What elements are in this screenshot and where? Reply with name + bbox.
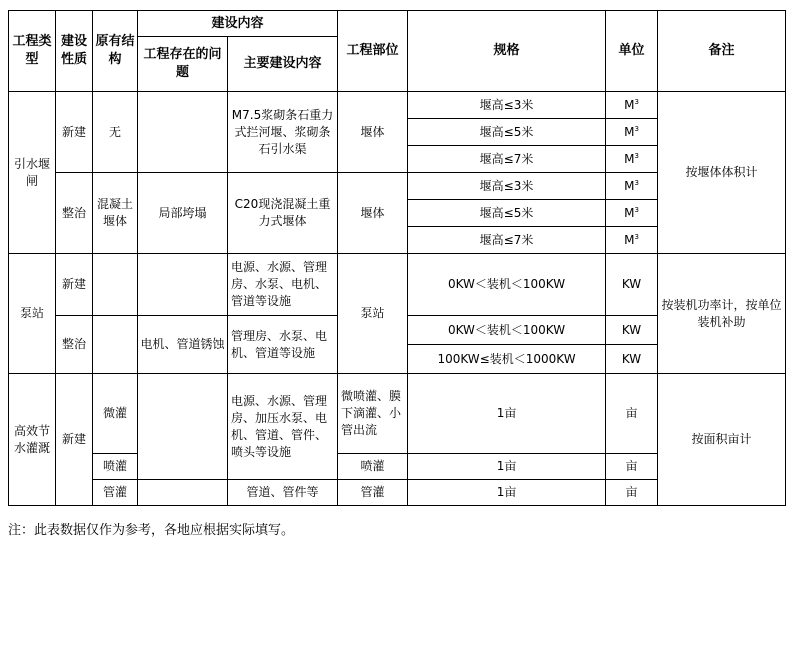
spec-cell: 堰高≤3米 — [408, 173, 606, 200]
location-pipe-irrigation: 管灌 — [338, 480, 408, 506]
spec-cell: 堰高≤7米 — [408, 227, 606, 254]
nature-new: 新建 — [56, 92, 93, 173]
location-sprinkler: 喷灌 — [338, 454, 408, 480]
content-fix-pump: 管理房、水泵、电机、管道等设施 — [228, 316, 338, 374]
project-spec-sheet — [8, 10, 785, 506]
header-construction-content: 建设内容 — [138, 11, 338, 37]
problem-empty — [138, 480, 228, 506]
header-original-structure: 原有结构 — [93, 11, 138, 92]
unit-cubic-meter: $M^3$ — [606, 146, 658, 173]
type-water-saving-irrigation: 高效节水灌溉 — [9, 374, 56, 506]
problem-corrosion: 电机、管道锈蚀 — [138, 316, 228, 374]
header-remark: 备注 — [658, 11, 786, 92]
header-specification: 规格 — [408, 11, 606, 92]
unit-mu: 亩 — [606, 480, 658, 506]
content-new-pump: 电源、水源、管理房、水泵、电机、管道等设施 — [228, 254, 338, 316]
nature-renovation: 整治 — [56, 316, 93, 374]
problem-empty — [138, 254, 228, 316]
type-diversion-weir: 引水堰闸 — [9, 92, 56, 254]
unit-mu: 亩 — [606, 374, 658, 454]
nature-renovation: 整治 — [56, 173, 93, 254]
structure-pipe-irrigation: 管灌 — [93, 480, 138, 506]
spec-cell: 100KW≤装机＜1000KW — [408, 345, 606, 374]
unit-mu: 亩 — [606, 454, 658, 480]
header-project-type: 工程类型 — [9, 11, 56, 92]
header-existing-problem: 工程存在的问题 — [138, 37, 228, 92]
unit-kw: KW — [606, 316, 658, 345]
location-weir-body: 堰体 — [338, 173, 408, 254]
spec-cell: 1亩 — [408, 374, 606, 454]
content-pipe: 管道、管件等 — [228, 480, 338, 506]
location-micro-irrigation: 微喷灌、膜下滴灌、小管出流 — [338, 374, 408, 454]
spec-cell: 堰高≤5米 — [408, 200, 606, 227]
unit-cubic-meter: $M^3$ — [606, 173, 658, 200]
remark-area: 按面积亩计 — [658, 374, 786, 506]
unit-cubic-meter: $M^3$ — [606, 119, 658, 146]
remark-weir-volume: 按堰体体积计 — [658, 92, 786, 254]
spec-cell: 1亩 — [408, 454, 606, 480]
content-irrigation: 电源、水源、管理房、加压水泵、电机、管道、管件、喷头等设施 — [228, 374, 338, 480]
structure-empty — [93, 254, 138, 316]
spec-cell: 0KW＜装机＜100KW — [408, 316, 606, 345]
unit-kw: KW — [606, 254, 658, 316]
structure-concrete-weir: 混凝土堰体 — [93, 173, 138, 254]
unit-cubic-meter: $M^3$ — [606, 200, 658, 227]
nature-new: 新建 — [56, 374, 93, 506]
problem-empty — [138, 92, 228, 173]
header-main-content: 主要建设内容 — [228, 37, 338, 92]
footnote: 注：此表数据仅作为参考，各地应根据实际填写。 — [8, 523, 295, 538]
problem-partial-collapse: 局部垮塌 — [138, 173, 228, 254]
project-spec-table — [8, 10, 786, 506]
nature-new: 新建 — [56, 254, 93, 316]
unit-cubic-meter: $M^3$ — [606, 92, 658, 119]
structure-empty — [93, 316, 138, 374]
spec-cell: 0KW＜装机＜100KW — [408, 254, 606, 316]
unit-cubic-meter: $M^3$ — [606, 227, 658, 254]
type-pump-station: 泵站 — [9, 254, 56, 374]
structure-sprinkler: 喷灌 — [93, 454, 138, 480]
structure-micro-irrigation: 微灌 — [93, 374, 138, 454]
spec-cell: 堰高≤5米 — [408, 119, 606, 146]
remark-pump-power: 按装机功率计，按单位装机补助 — [658, 254, 786, 374]
header-construction-nature: 建设性质 — [56, 11, 93, 92]
content-new-weir: M7.5浆砌条石重力式拦河堰、浆砌条石引水渠 — [228, 92, 338, 173]
unit-kw: KW — [606, 345, 658, 374]
header-project-location: 工程部位 — [338, 11, 408, 92]
problem-empty — [138, 374, 228, 480]
spec-cell: 堰高≤7米 — [408, 146, 606, 173]
header-unit: 单位 — [606, 11, 658, 92]
content-concrete-weir: C20现浇混凝土重力式堰体 — [228, 173, 338, 254]
spec-cell: 1亩 — [408, 480, 606, 506]
spec-cell: 堰高≤3米 — [408, 92, 606, 119]
location-pump-station: 泵站 — [338, 254, 408, 374]
location-weir-body: 堰体 — [338, 92, 408, 173]
structure-none: 无 — [93, 92, 138, 173]
